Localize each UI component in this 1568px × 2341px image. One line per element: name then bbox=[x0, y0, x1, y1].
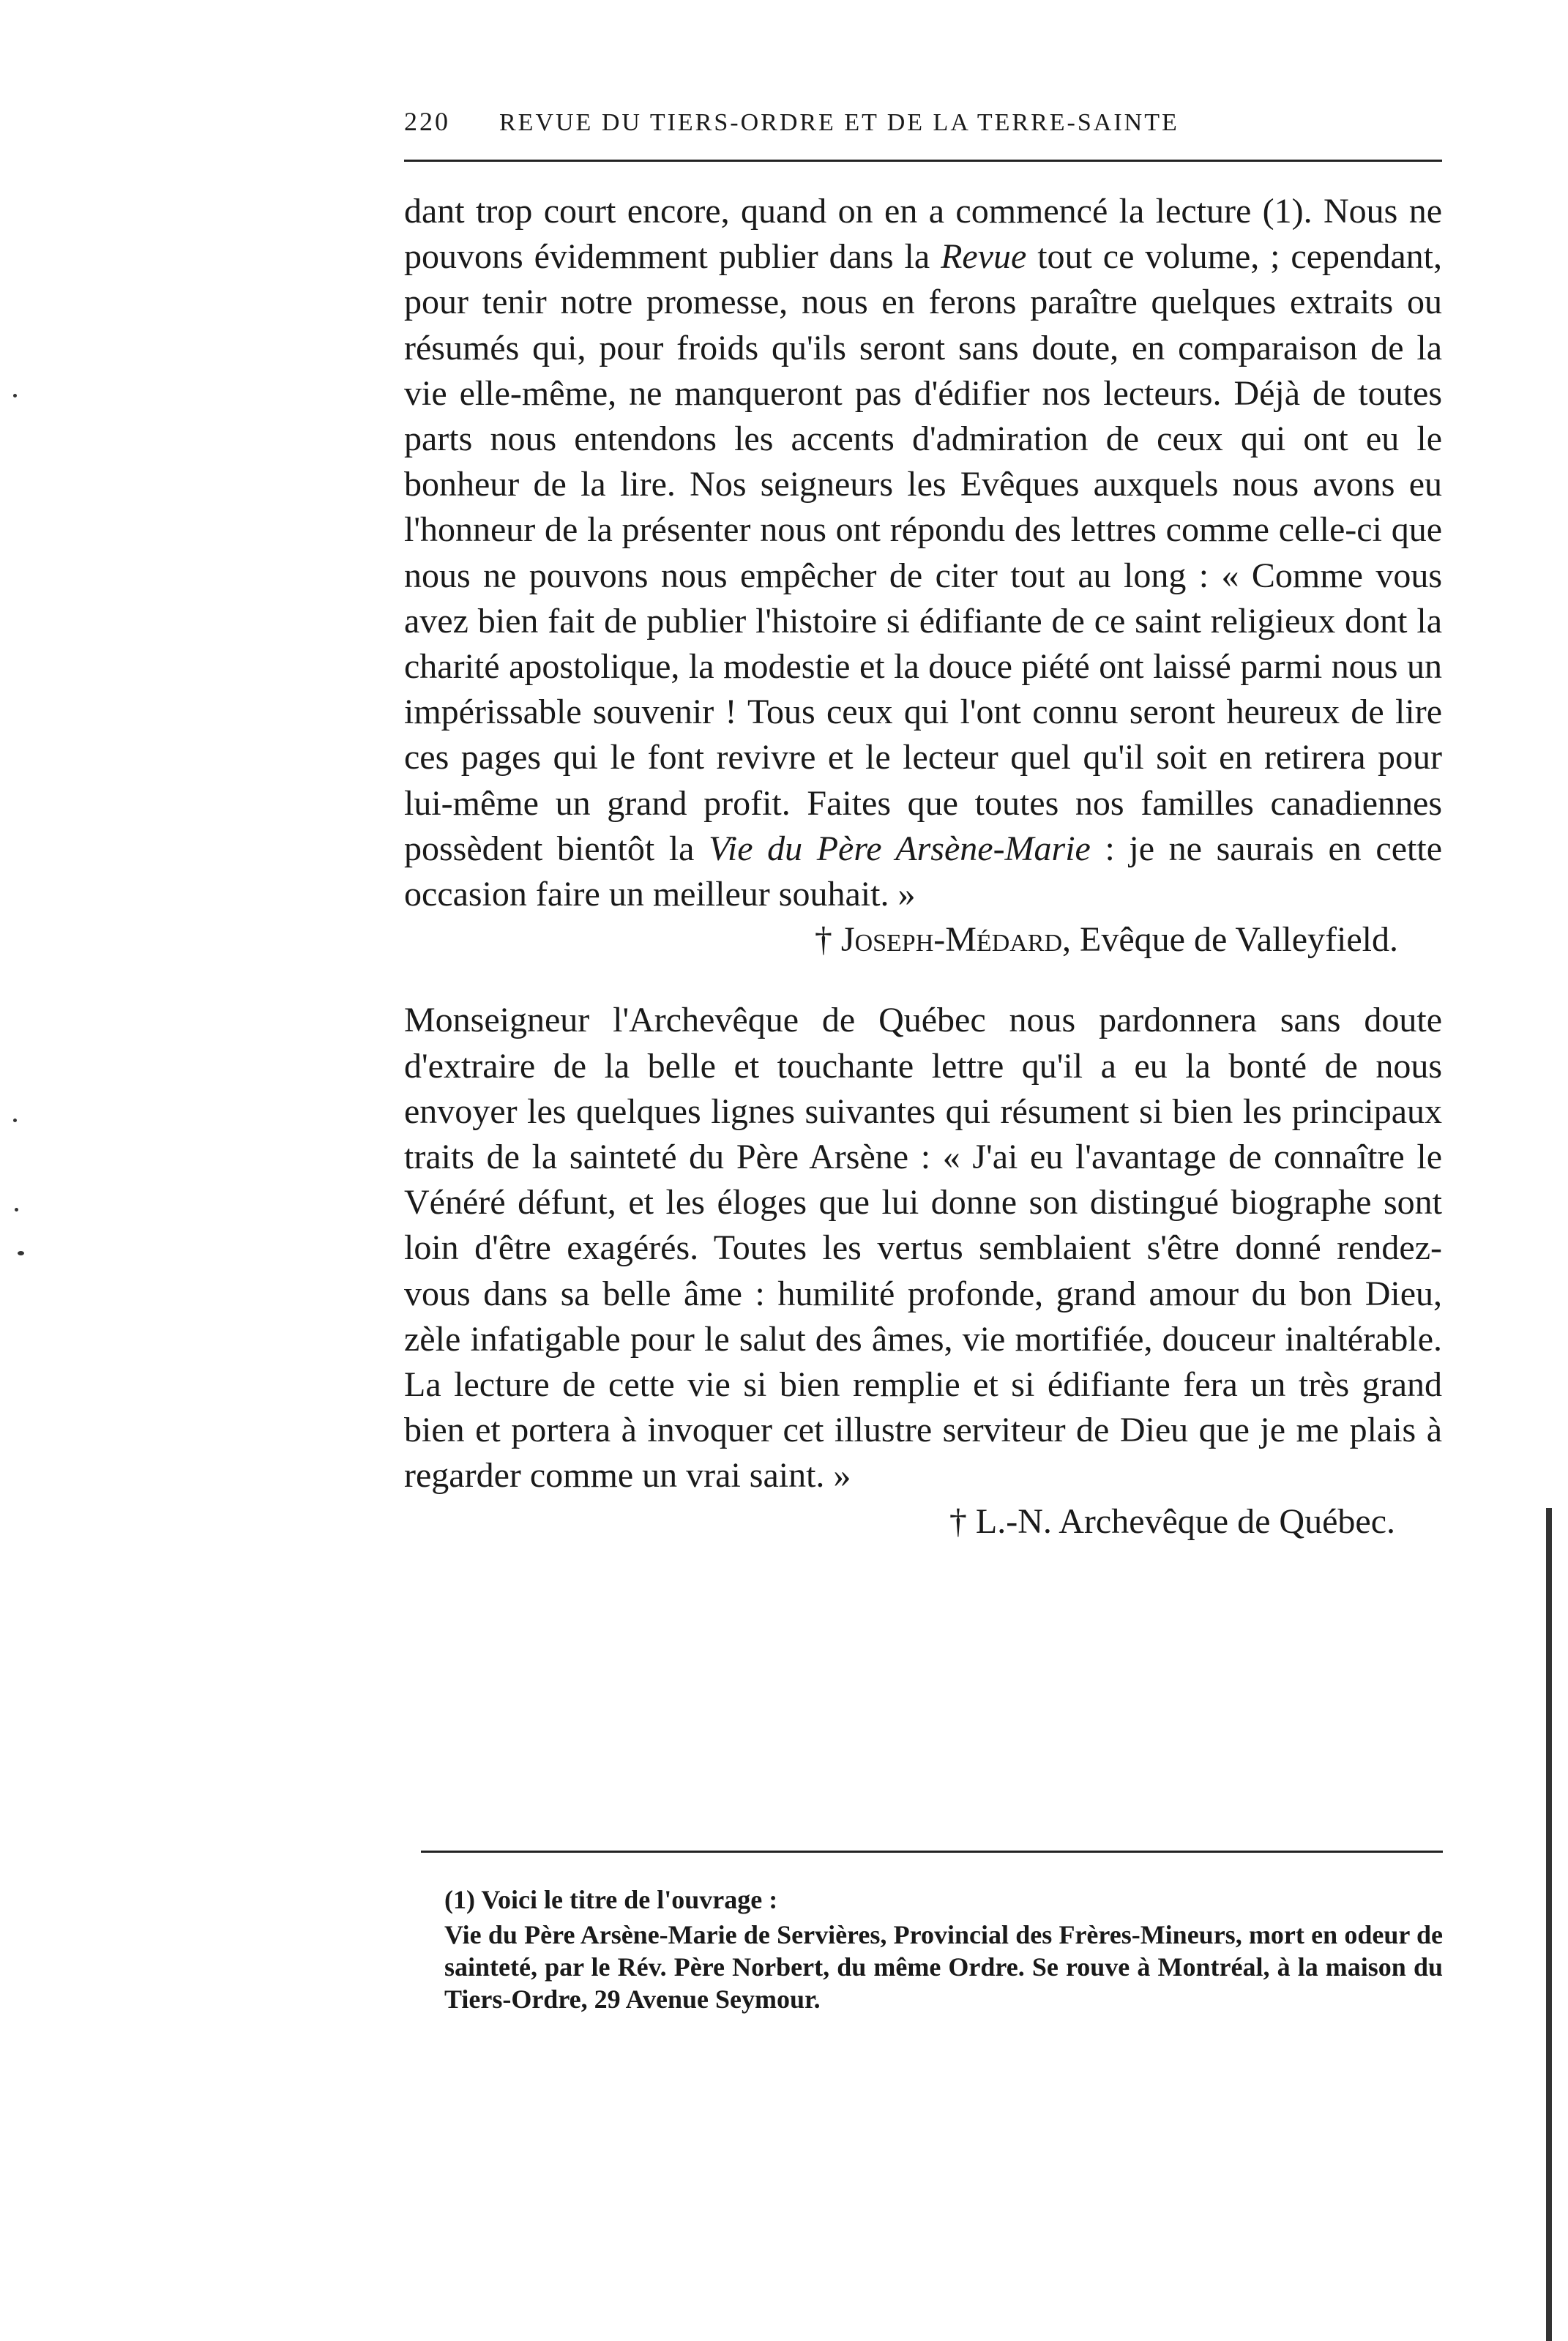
signature-bishop bbox=[404, 917, 1442, 963]
book-title-italic: Vie du Père Arsène-Marie bbox=[709, 829, 1091, 868]
footnote-rule bbox=[421, 1851, 1443, 1853]
body-text bbox=[404, 189, 1442, 1545]
scan-dot bbox=[18, 1251, 24, 1255]
signatory-title: , Evêque de Valleyfield. bbox=[1062, 920, 1398, 960]
scan-dot bbox=[15, 1208, 18, 1211]
paragraph-1 bbox=[404, 189, 1442, 917]
scan-edge-line bbox=[1546, 1508, 1552, 2341]
scan-dot bbox=[13, 1119, 17, 1122]
paragraph-1-part-2: tout ce volume, ; cependant, pour tenir notre promesse, nous en ferons paraître quelques extraits ou résumés qui, pour froids qu'ils seront sans doute, en comparaison de la vie elle-même, ne manqueront pas d'édifier nos lecteurs. Déjà de toutes parts nous entendons les accents d'admiration de ceux qui ont eu le bonheur de la lire. Nos seigneurs les Evêques auxquels nous avons eu l'honneur de la présenter nous ont répondu des lettres comme celle-ci que nous ne pouvons nous empêcher de citer tout au long : « Comme vous avez bien fait de publier l'histoire si édifiante de ce saint religieux dont la charité apostolique, la modestie et la douce piété ont laissé parmi nous un impérissable souvenir ! Tous ceux qui l'ont connu seront heureux de lire ces pages qui le font revivre et le lecteur quel qu'il soit en retirera pour lui-même un grand profit. Faites que toutes nos familles canadiennes possèdent bientôt la bbox=[404, 237, 1442, 868]
running-title: REVUE DU TIERS-ORDRE ET DE LA TERRE-SAINTE bbox=[499, 109, 1179, 136]
signatory-name: Joseph-Médard bbox=[840, 920, 1063, 960]
header-rule bbox=[404, 160, 1442, 162]
signature-archbishop: † L.-N. Archevêque de Québec. bbox=[949, 1501, 1395, 1541]
journal-title-italic: Revue bbox=[941, 237, 1027, 277]
paragraph-1-part-3: : je ne saurais en cette occasion faire un meilleur souhait. » bbox=[404, 829, 1443, 914]
paragraph-1-part-1: dant trop court encore, quand on en a commencé la lecture (1). Nous ne pouvons évidemment publier dans la bbox=[404, 192, 1442, 277]
cross-symbol: † bbox=[814, 920, 832, 960]
footnote bbox=[444, 1883, 1443, 2015]
page-number: 220 bbox=[404, 107, 450, 136]
scan-dot bbox=[13, 394, 17, 397]
footnote-title: (1) Voici le titre de l'ouvrage : bbox=[444, 1885, 778, 1914]
paragraph-2: Monseigneur l'Archevêque de Québec nous pardonnera sans doute d'extraire de la belle et touchante lettre qu'il a eu la bonté de nous envoyer les quelques lignes suivantes qui résument si bien les principaux traits de la sainteté du Père Arsène : « J'ai eu l'avantage de connaître le Vénéré défunt, et les éloges que lui donne son distingué biographe sont loin d'être exagérés. Toutes les vertus semblaient s'être donné rendez-vous dans sa belle âme : humilité profonde, grand amour du bon Dieu, zèle infatigable pour le salut des âmes, vie mortifiée, douceur inaltérable. La lecture de cette vie si bien remplie et si édifiante fera un très grand bien et portera à invoquer cet illustre serviteur de Dieu que je me plais à regarder comme un vrai saint. » bbox=[404, 1001, 1442, 1496]
page-header bbox=[404, 106, 1458, 150]
footnote-text: Vie du Père Arsène-Marie de Servières, Provincial des Frères-Mineurs, mort en odeur de sainteté, par le Rév. Père Norbert, du même Ordre. Se rouve à Montréal, à la maison du Tiers-Ordre, 29 Avenue Seymour. bbox=[444, 1920, 1443, 2014]
